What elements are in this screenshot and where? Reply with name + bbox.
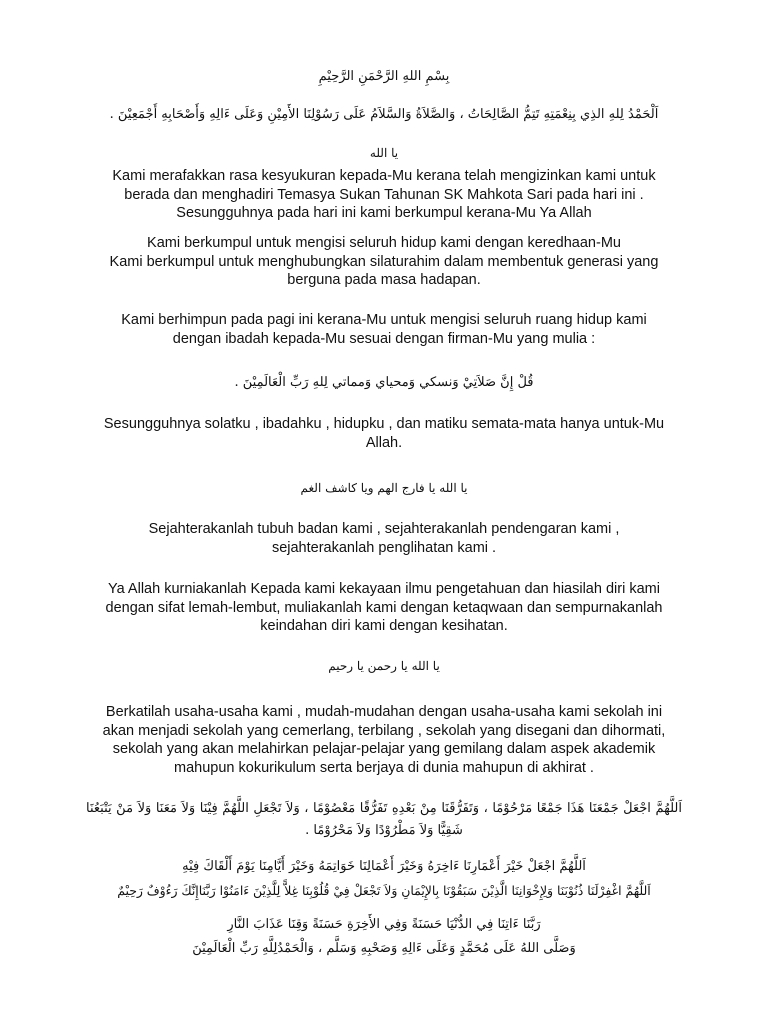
paragraph-wellbeing bbox=[80, 520, 688, 557]
paragraph-gathering bbox=[80, 234, 688, 290]
text-line: Kami merafakkan rasa kesyukuran kepada-Mu kerana telah mengizinkan kami untuk bbox=[112, 168, 656, 184]
paragraph-school-blessing bbox=[80, 703, 688, 777]
text-line: mahupun kokurikulum serta berjaya di dunia mahupun di akhirat . bbox=[174, 759, 594, 776]
quran-verse: قُلْ إِنَّ صَلاَتِيْ وَنسكي وَمحياي وَمماتي لِلهِ رَبِّ الْعَالَمِيْنَ . bbox=[234, 375, 534, 390]
text-line: keindahan diri kami dengan kesihatan. bbox=[260, 618, 508, 634]
ya-allah-heading-2: يا الله يا فارج الهم ويا كاشف الغم bbox=[300, 481, 468, 495]
doa-rabbana: رَبَّنَا ءَاتِنَا فِي الدُّنْيَا حَسَنَةً وَفِي الأَخِرَةِ حَسَنَةً وَقِنَا عَذَابَ النَّارِ bbox=[227, 917, 541, 932]
ya-allah-heading: يا الله bbox=[369, 146, 399, 160]
text-line: berguna pada masa hadapan. bbox=[287, 272, 481, 288]
text-line: sejahterakanlah penglihatan kami . bbox=[271, 539, 497, 556]
paragraph-assembly bbox=[80, 311, 688, 348]
paragraph-verse-translation bbox=[80, 415, 688, 452]
text-line: dengan ibadah kepada-Mu sesuai dengan firman-Mu yang mulia : bbox=[172, 330, 596, 347]
ya-allah-heading-3: يا الله يا رحمن يا رحيم bbox=[328, 659, 440, 673]
text-line: Kami berkumpul untuk menghubungkan silaturahim dalam membentuk generasi yang bbox=[109, 253, 659, 270]
doa-forgiveness: اَللَّهُمَّ اغْفِرْلَنَا ذُنُوْبَنَا وَلِإِخْوَانِنَا الَّذِيْنَ سَبَقُوْنَا بِالإِيْمَانِ وَلاَ تَجْعَلْ فِيْ قُلُوْبِنَا غِلاًّ لِلَّذِيْنَ ءَامَنُوْا رَبَّنَاإِنَّكَ رَءُوْفٌ رَحِيْمٌ bbox=[117, 883, 651, 898]
doa-gathering: اَللَّهُمَّ اجْعَلْ جَمْعَنَا هَذَا جَمْعًا مَرْحُوْمًا ، وَتَفَرُّقَنَا مِنْ بَعْدِهِ تَفَرُّقًا مَعْصُوْمًا ، وَلاَ تَجْعَلِ اللَّهُمَّ فِيْنَا وَلاَ مَعَنَا وَلاَ مَنْ يَتْبَعُنَا شَقِيًّا وَلاَ مَطْرُوْدًا وَلاَ مَحْرُوْمًا . bbox=[86, 801, 682, 838]
hamdalah: اَلْحَمْدُ لِلهِ الذِي بِنِعْمَتِهِ تَتِمُّ الصَّالِحَاتُ ، وَالصَّلاَةُ وَالسَّلاَمُ عَلَى رَسُوْلِنَا الأَمِيْنِ وَعَلَى ءَالِهِ وَأَصْحَابِهِ أَجْمَعِيْنَ . bbox=[109, 107, 659, 122]
text-line: berada dan menghadiri Temasya Sukan Tahunan SK Mahkota Sari pada hari ini . bbox=[124, 186, 644, 203]
paragraph-gratitude bbox=[80, 167, 688, 223]
text-line: Kami berkumpul untuk mengisi seluruh hidup kami dengan keredhaan-Mu bbox=[147, 235, 621, 251]
text-line: Sesungguhnya pada hari ini kami berkumpul kerana-Mu Ya Allah bbox=[176, 205, 592, 221]
text-line: Sesungguhnya solatku , ibadahku , hidupku , dan matiku semata-mata hanya untuk-Mu bbox=[103, 416, 665, 432]
basmala: بِسْمِ اللهِ الرَّحْمَنِ الرَّحِيْمِ bbox=[318, 69, 450, 84]
text-line: Berkatilah usaha-usaha kami , mudah-mudahan dengan usaha-usaha kami sekolah ini bbox=[105, 704, 663, 720]
text-line: Kami berhimpun pada pagi ini kerana-Mu untuk mengisi seluruh ruang hidup kami bbox=[121, 312, 647, 328]
paragraph-knowledge bbox=[80, 580, 688, 636]
doa-salawat-closing: وَصَلَّى اللهُ عَلَى مُحَمَّدٍ وَعَلَى ءَالِهِ وَصَحْبِهِ وَسَلَّم ، وَالْحَمْدُلِلَّهِ رَبِّ الْعَالَمِيْنَ bbox=[192, 941, 576, 956]
doa-best-life: اَللَّهُمَّ اجْعَلْ خَيْرَ أَعْمَارِنَا ءَاخِرَهُ وَخَيْرَ أَعْمَالِنَا خَوَاتِمَهُ وَخَيْرَ أَيَّامِنَا يَوْمَ أَلْقَاكَ فِيْهِ bbox=[182, 859, 586, 874]
text-line: Allah. bbox=[365, 434, 403, 451]
text-line: akan menjadi sekolah yang cemerlang, terbilang , sekolah yang disegani dan dihormati, bbox=[102, 722, 666, 739]
text-line: Sejahterakanlah tubuh badan kami , sejahterakanlah pendengaran kami , bbox=[148, 521, 620, 537]
text-line: Ya Allah kurniakanlah Kepada kami kekayaan ilmu pengetahuan dan hiasilah diri kami bbox=[108, 581, 660, 597]
text-line: dengan sifat lemah-lembut, muliakanlah kami dengan ketaqwaan dan sempurnakanlah bbox=[105, 599, 663, 616]
text-line: sekolah yang akan melahirkan pelajar-pelajar yang gemilang dalam aspek akademik bbox=[112, 741, 656, 757]
